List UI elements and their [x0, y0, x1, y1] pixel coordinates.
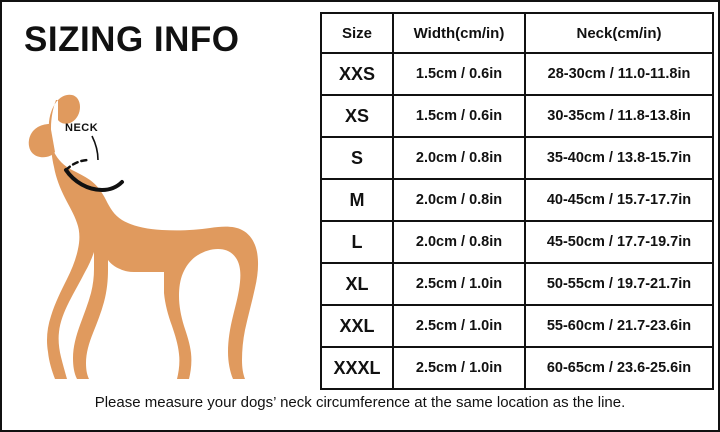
cell-neck: 35-40cm / 13.8-15.7in — [525, 137, 713, 179]
column-header-neck: Neck(cm/in) — [525, 13, 713, 53]
cell-width: 1.5cm / 0.6in — [393, 95, 525, 137]
cell-width: 2.5cm / 1.0in — [393, 305, 525, 347]
cell-neck: 55-60cm / 21.7-23.6in — [525, 305, 713, 347]
cell-neck: 60-65cm / 23.6-25.6in — [525, 347, 713, 389]
cell-width: 2.0cm / 0.8in — [393, 137, 525, 179]
table-row — [321, 305, 713, 347]
measurement-note: Please measure your dogs’ neck circumference at the same location as the line. — [94, 394, 626, 411]
table-header-row — [321, 13, 713, 53]
page-title: SIZING INFO — [24, 20, 240, 59]
cell-size: XXL — [321, 305, 393, 347]
neck-measure-line — [66, 136, 122, 190]
table-row — [321, 221, 713, 263]
table-row — [321, 95, 713, 137]
table-body — [321, 53, 713, 389]
table-row — [321, 53, 713, 95]
table-row — [321, 263, 713, 305]
cell-width: 1.5cm / 0.6in — [393, 53, 525, 95]
cell-neck: 40-45cm / 15.7-17.7in — [525, 179, 713, 221]
cell-neck: 28-30cm / 11.0-11.8in — [525, 53, 713, 95]
table-header — [321, 13, 713, 53]
cell-width: 2.0cm / 0.8in — [393, 179, 525, 221]
cell-size: XXXL — [321, 347, 393, 389]
column-header-width: Width(cm/in) — [393, 13, 525, 53]
neck-label: NECK — [65, 122, 99, 134]
dog-silhouette-shape — [29, 95, 258, 379]
cell-neck: 30-35cm / 11.8-13.8in — [525, 95, 713, 137]
size-table — [320, 12, 714, 390]
table-row — [321, 179, 713, 221]
cell-neck: 45-50cm / 17.7-19.7in — [525, 221, 713, 263]
cell-size: XXS — [321, 53, 393, 95]
cell-neck: 50-55cm / 19.7-21.7in — [525, 263, 713, 305]
table-row — [321, 347, 713, 389]
cell-size: S — [321, 137, 393, 179]
cell-width: 2.5cm / 1.0in — [393, 347, 525, 389]
left-panel — [2, 2, 320, 392]
table-row — [321, 137, 713, 179]
cell-size: L — [321, 221, 393, 263]
cell-width: 2.5cm / 1.0in — [393, 263, 525, 305]
cell-size: XL — [321, 263, 393, 305]
cell-size: M — [321, 179, 393, 221]
cell-size: XS — [321, 95, 393, 137]
cell-width: 2.0cm / 0.8in — [393, 221, 525, 263]
column-header-size: Size — [321, 13, 393, 53]
size-table-container — [320, 12, 712, 390]
dog-illustration — [14, 74, 310, 384]
